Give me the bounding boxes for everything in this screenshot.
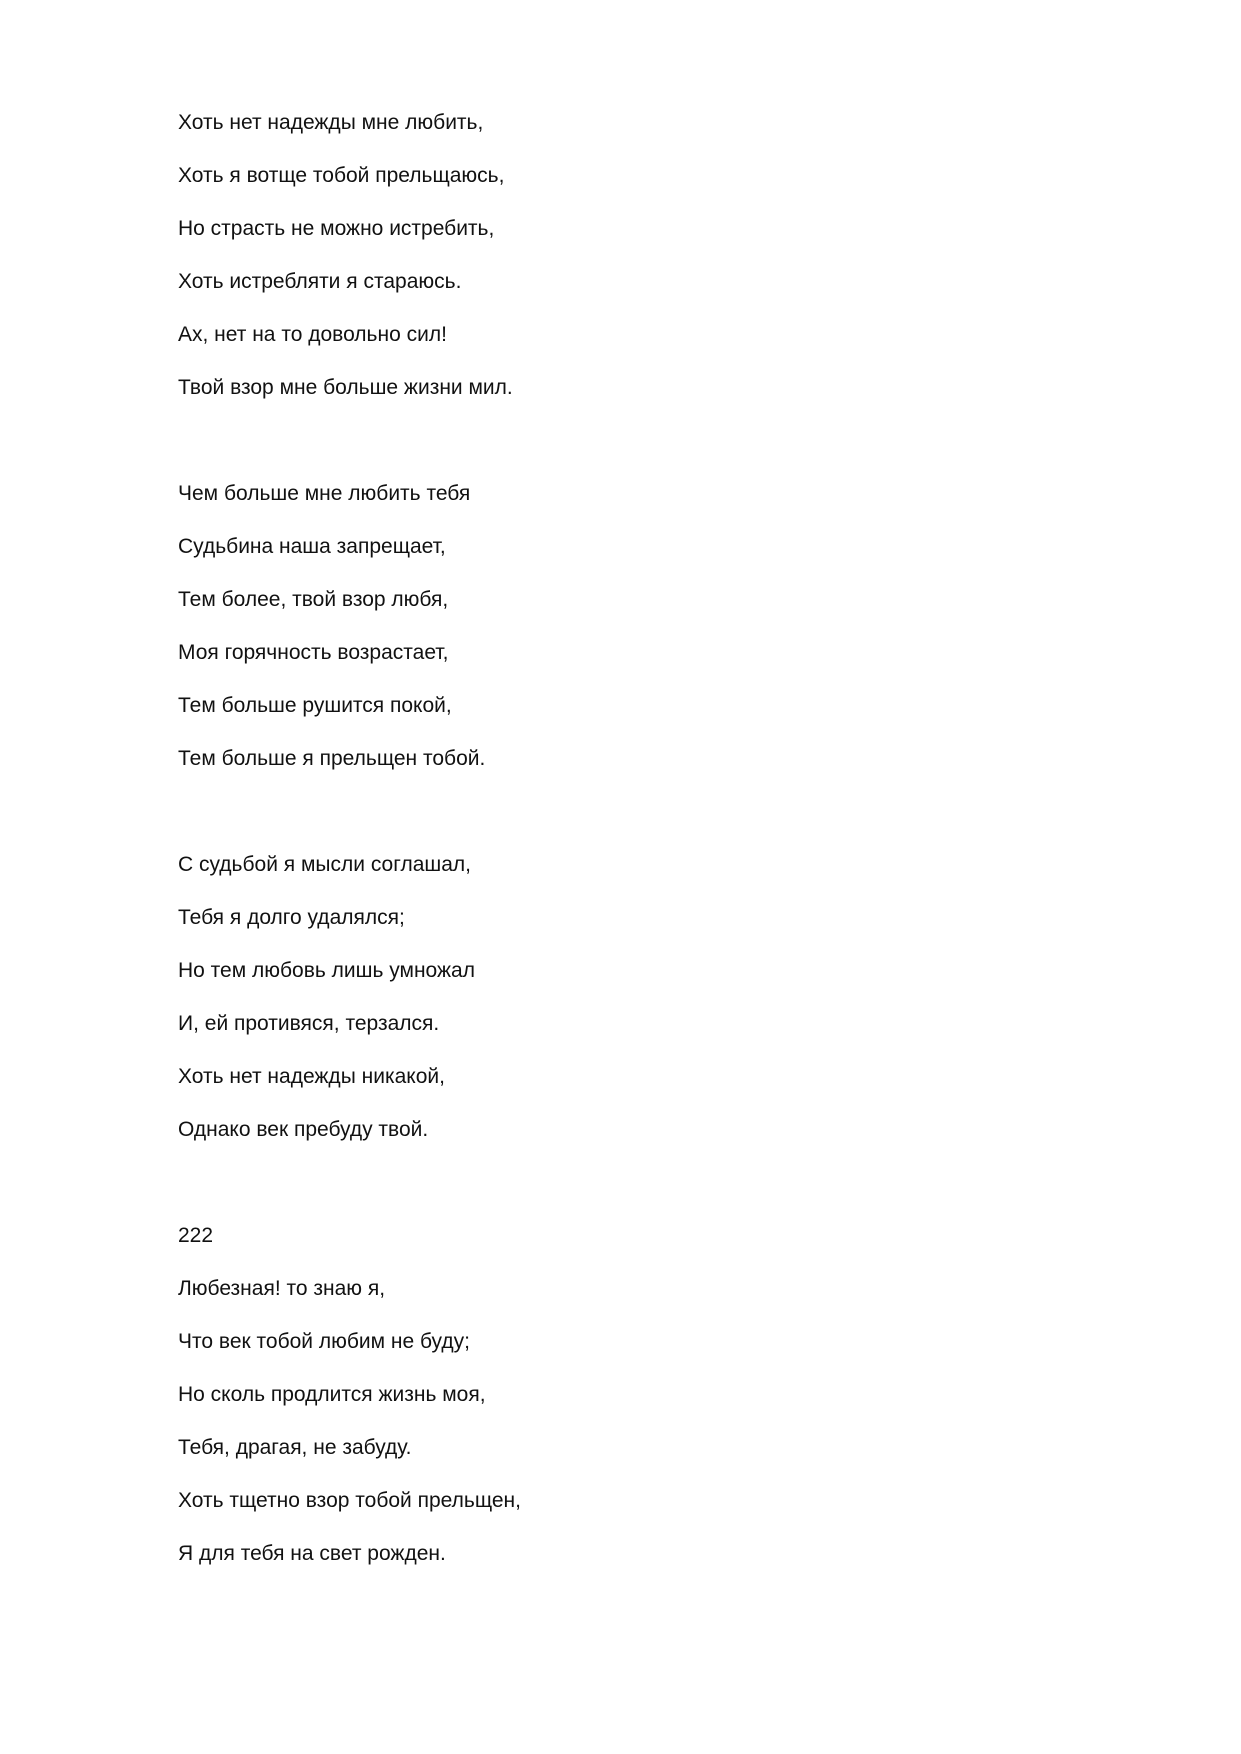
- poem-line: Однако век пребуду твой.: [178, 1118, 429, 1141]
- poem-line: Любезная! то знаю я,: [178, 1277, 386, 1300]
- poem-line: Моя горячность возрастает,: [178, 641, 449, 664]
- poem-line: Но тем любовь лишь умножал: [178, 959, 475, 982]
- poem-line: Но сколь продлится жизнь моя,: [178, 1383, 486, 1406]
- poem-line: Хоть истребляти я стараюсь.: [178, 270, 462, 293]
- poem-line: Хоть тщетно взор тобой прельщен,: [178, 1489, 521, 1512]
- poem-line: Тем больше рушится покой,: [178, 694, 452, 717]
- poem-number: 222: [178, 1224, 214, 1247]
- poem-line: Хоть я вотще тобой прельщаюсь,: [178, 164, 505, 187]
- poem-text: [178, 108, 1078, 1592]
- poem-line: Хоть нет надежды никакой,: [178, 1065, 445, 1088]
- poem-line: Хоть нет надежды мне любить,: [178, 111, 484, 134]
- poem-line: Я для тебя на свет рожден.: [178, 1542, 446, 1565]
- poem-line: Что век тобой любим не буду;: [178, 1330, 470, 1353]
- poem-line: Тебя, драгая, не забуду.: [178, 1436, 412, 1459]
- poem-line: Но страсть не можно истребить,: [178, 217, 495, 240]
- poem-line: Ах, нет на то довольно сил!: [178, 323, 447, 346]
- poem-line: Судьбина наша запрещает,: [178, 535, 446, 558]
- stanza-break: [178, 426, 1078, 479]
- poem-line: Тем больше я прельщен тобой.: [178, 747, 486, 770]
- poem-line: Тебя я долго удалялся;: [178, 906, 405, 929]
- stanza-break: [178, 1168, 1078, 1221]
- poem-line: Чем больше мне любить тебя: [178, 482, 471, 505]
- poem-line: Твой взор мне больше жизни мил.: [178, 376, 513, 399]
- stanza-break: [178, 797, 1078, 850]
- poem-line: С судьбой я мысли соглашал,: [178, 853, 471, 876]
- poem-line: И, ей противяся, терзался.: [178, 1012, 440, 1035]
- poem-line: Тем более, твой взор любя,: [178, 588, 449, 611]
